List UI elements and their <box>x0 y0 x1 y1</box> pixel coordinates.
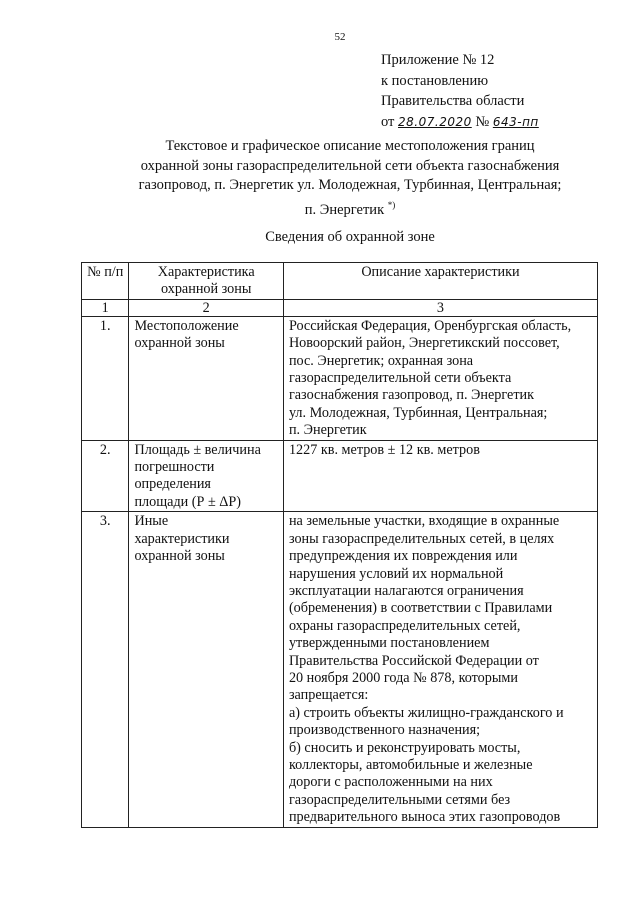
row-description <box>283 440 597 512</box>
row-description <box>283 316 597 440</box>
cell-line: газоснабжения газопровод, п. Энергетик <box>288 387 535 404</box>
row-characteristic <box>129 512 283 827</box>
cell-line: утвержденными постановлением <box>288 635 490 652</box>
row-number: 1. <box>82 316 129 440</box>
cell-line: 1227 кв. метров ± 12 кв. метров <box>288 441 480 458</box>
number-prefix: № <box>475 113 490 130</box>
index-cell: 1 <box>82 299 129 316</box>
cell-line: эксплуатации налагаются ограничения <box>288 582 524 599</box>
title-line-1: Текстовое и графическое описание местоположения границ <box>165 138 535 154</box>
title-line-3: газопровод, п. Энергетик ул. Молодежная, Турбинная, Центральная; <box>138 177 562 193</box>
approval-line-appendix: Приложение № 12 <box>381 52 495 68</box>
cell-line: коллекторы, автомобильные и железные <box>288 756 533 773</box>
cell-line: предварительного выноса этих газопроводов <box>288 809 561 826</box>
header-text: № <box>87 264 101 280</box>
header-col-number <box>82 263 129 300</box>
cell-line: Иные <box>134 513 169 530</box>
approval-block <box>381 50 539 132</box>
cell-line: Российская Федерация, Оренбургская область, <box>288 317 572 334</box>
index-cell: 2 <box>129 299 283 316</box>
row-characteristic <box>129 316 283 440</box>
cell-line: охранной зоны <box>134 335 225 352</box>
table-row <box>82 440 598 512</box>
row-characteristic <box>129 440 283 512</box>
section-subtitle: Сведения об охранной зоне <box>265 229 435 245</box>
table-row <box>82 316 598 440</box>
cell-line: б) сносить и реконструировать мосты, <box>288 739 521 756</box>
index-cell: 3 <box>283 299 597 316</box>
row-description <box>283 512 597 827</box>
header-text: охранной зоны <box>161 281 252 298</box>
title-line-2: охранной зоны газораспределительной сети объекта газоснабжения <box>140 157 560 174</box>
row-number: 2. <box>82 440 129 512</box>
row-number: 3. <box>82 512 129 827</box>
title-line-4-text: п. Энергетик <box>304 201 385 218</box>
cell-line: а) строить объекты жилищно-гражданского и <box>288 704 564 721</box>
cell-line: предупреждения их повреждения или <box>288 548 518 565</box>
cell-line: охраны газораспределительных сетей, <box>288 617 521 634</box>
handwritten-number: 643-пп <box>492 114 539 129</box>
cell-line: п. Энергетик <box>288 422 367 439</box>
cell-line: пос. Энергетик; охранная зона <box>288 352 474 369</box>
header-col-description <box>283 263 597 300</box>
cell-line: площади (Р ± ΔР) <box>134 493 242 510</box>
cell-line: нарушения условий их нормальной <box>288 565 504 582</box>
cell-line: охранной зоны <box>134 548 225 565</box>
table-index-row <box>82 299 598 316</box>
cell-line: Местоположение <box>134 317 239 334</box>
approval-line-government: Правительства области <box>381 93 525 109</box>
cell-line: запрещается: <box>288 687 369 704</box>
table-header-row <box>82 263 598 300</box>
document-title <box>90 137 610 220</box>
approval-date-number-line <box>381 112 539 133</box>
cell-line: дороги с расположенными на них <box>288 774 493 791</box>
cell-line: производственного назначения; <box>288 722 481 739</box>
handwritten-date: 28.07.2020 <box>398 114 472 129</box>
cell-line: зоны газораспределительных сетей, в целях <box>288 530 555 547</box>
header-col-characteristic <box>129 263 283 300</box>
page-number: 52 <box>334 31 346 43</box>
cell-line: газораспределительной сети объекта <box>288 370 512 387</box>
cell-line: 20 ноября 2000 года № 878, которыми <box>288 669 518 686</box>
cell-line: Площадь ± величина <box>134 441 261 458</box>
cell-line: характеристики <box>134 530 230 547</box>
title-line-4 <box>90 196 610 220</box>
header-text: Описание характеристики <box>361 264 520 280</box>
approval-line-resolution: к постановлению <box>381 72 489 89</box>
cell-line: (обременения) в соответствии с Правилами <box>288 600 553 617</box>
cell-line: определения <box>134 476 211 493</box>
zone-info-table <box>81 262 598 828</box>
footnote-mark: *) <box>387 199 396 210</box>
cell-line: газораспределительными сетями без <box>288 791 511 808</box>
cell-line: ул. Молодежная, Турбинная, Центральная; <box>288 404 548 421</box>
cell-line: на земельные участки, входящие в охранные <box>288 513 560 530</box>
cell-line: Новоорский район, Энергетикский поссовет, <box>288 335 560 352</box>
header-text: п/п <box>104 264 124 280</box>
cell-line: Правительства Российской Федерации от <box>288 652 539 669</box>
date-prefix: от <box>381 113 395 130</box>
header-text: Характеристика <box>157 264 255 280</box>
table-row <box>82 512 598 827</box>
cell-line: погрешности <box>134 459 215 476</box>
